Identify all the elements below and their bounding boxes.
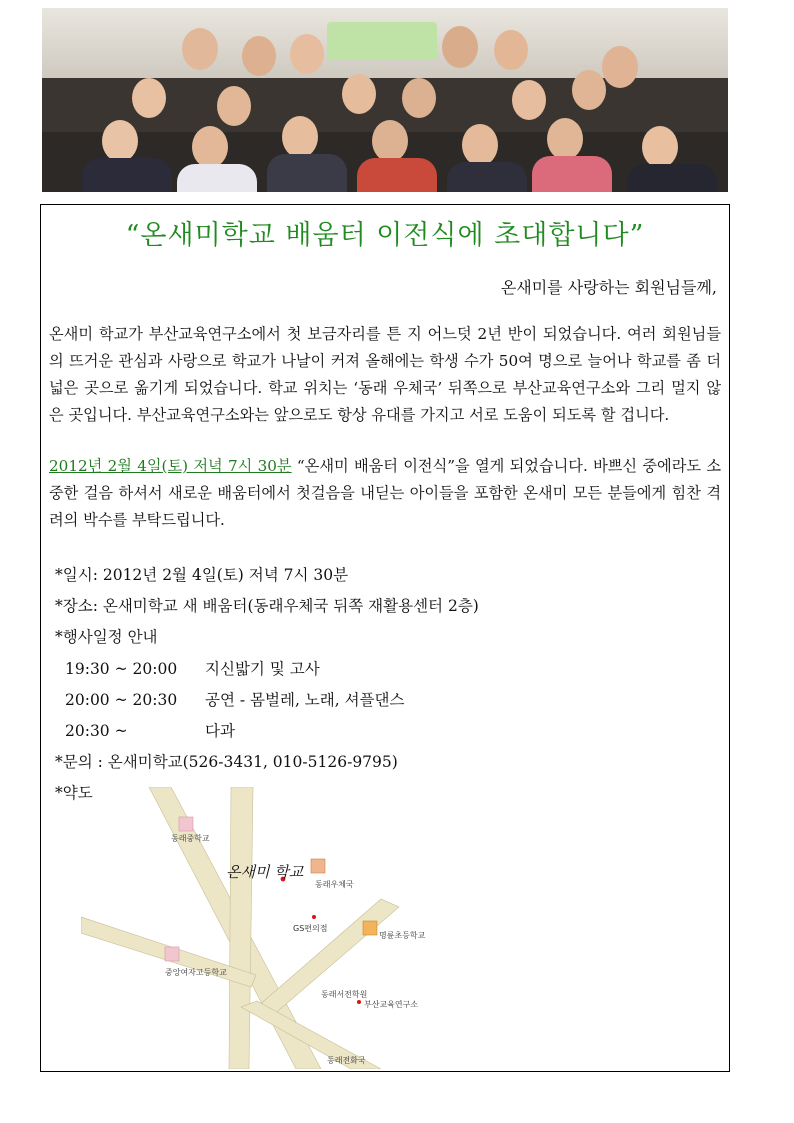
group-photo <box>42 8 728 192</box>
invitation-box <box>40 204 730 1072</box>
paragraph-invite-text: “온새미 배움터 이전식”을 열게 되었습니다. 바쁘신 중에라도 소중한 걸음 하셔서 새로운 배움터에서 첫걸음을 내딛는 아이들을 포함한 온새미 모든 분들에게 힘찬 격려의 박수를 부탁드립니다. <box>49 457 721 529</box>
photo-person <box>217 86 251 126</box>
photo-person <box>402 78 436 118</box>
photo-body <box>627 164 717 192</box>
photo-person <box>512 80 546 120</box>
schedule-event: 공연 - 몸벌레, 노래, 셔플댄스 <box>205 691 405 709</box>
map-label-academy: 동래서전학원 <box>321 990 368 999</box>
building-post-office <box>311 859 325 873</box>
photo-person <box>290 34 324 74</box>
map-label-jungang-girls: 중앙여자고등학교 <box>165 968 227 977</box>
event-datetime-highlight: 2012년 2월 4일(토) 저녁 7시 30분 <box>49 457 292 475</box>
invitation-title: “온새미학교 배움터 이전식에 초대합니다” <box>125 220 645 251</box>
paragraph-invite <box>49 453 721 534</box>
schedule-time: 20:30 ~ <box>65 722 128 740</box>
photo-person <box>602 46 638 88</box>
map-label-telecom: 동래전화국 <box>327 1056 366 1065</box>
schedule-event: 지신밟기 및 고사 <box>205 660 320 678</box>
photo-person <box>547 118 583 160</box>
photo-person <box>342 74 376 114</box>
building-myeongryun <box>363 921 377 935</box>
photo-person <box>282 116 318 158</box>
photo-body <box>267 154 347 192</box>
map-label-busan-institute: 부산교육연구소 <box>364 1000 419 1009</box>
map-roads <box>81 787 461 1069</box>
info-place: *장소: 온새미학교 새 배움터(동래우체국 뒤쪽 재활용센터 2층) <box>55 597 479 615</box>
photo-person <box>102 120 138 162</box>
photo-banner <box>327 22 437 60</box>
marker-institute <box>357 1000 361 1004</box>
info-date: *일시: 2012년 2월 4일(토) 저녁 7시 30분 <box>55 566 349 584</box>
location-map <box>81 787 461 1069</box>
schedule-time: 19:30 ~ 20:00 <box>65 660 178 678</box>
building-jungang-girls <box>165 947 179 961</box>
photo-body <box>177 164 257 192</box>
building-dongnae-middle <box>179 817 193 831</box>
photo-person <box>192 126 228 168</box>
paragraph-intro: 온새미 학교가 부산교육연구소에서 첫 보금자리를 튼 지 어느덧 2년 반이 되었습니다. 여러 회원님들의 뜨거운 관심과 사랑으로 학교가 나날이 커져 올해에는 학생 수가 50여 명으로 늘어나 학교를 좀 더 넓은 곳으로 옮기게 되었습니다. 학교 위치는 ‘동래 우체국’ 뒤쪽으로 부산교육연구소와 그리 멀지 않은 곳입니다. 부산교육연구소와는 앞으로도 항상 유대를 가지고 서로 도움이 되도록 할 겁니다. <box>49 325 721 424</box>
schedule-item <box>65 688 405 710</box>
schedule-time: 20:00 ~ 20:30 <box>65 691 178 709</box>
schedule-item <box>65 719 235 741</box>
map-label-post-office: 동래우체국 <box>315 880 354 889</box>
photo-body <box>82 158 172 192</box>
photo-person <box>182 28 218 70</box>
photo-body <box>532 156 612 192</box>
map-label-dongnae-middle: 동래중학교 <box>171 834 210 843</box>
marker-gs <box>312 915 316 919</box>
greeting: 온새미를 사랑하는 회원님들께, <box>500 278 717 297</box>
photo-person <box>572 70 606 110</box>
map-label-myeongryun: 명륜초등학교 <box>379 931 426 940</box>
photo-person <box>372 120 408 162</box>
photo-person <box>642 126 678 168</box>
map-label-gs-store: GS편의점 <box>293 924 328 933</box>
info-contact: *문의 : 온새미학교(526-3431, 010-5126-9795) <box>55 753 398 771</box>
schedule-item <box>65 657 320 679</box>
photo-person <box>462 124 498 166</box>
info-schedule-title: *행사일정 안내 <box>55 628 158 646</box>
map-label-onsaemi-school: 온새미 학교 <box>226 863 304 881</box>
photo-person <box>494 30 528 70</box>
info-map-title: *약도 <box>55 784 93 802</box>
photo-body <box>357 158 437 192</box>
schedule-event: 다과 <box>205 722 235 740</box>
photo-person <box>242 36 276 76</box>
photo-person <box>442 26 478 68</box>
photo-person <box>132 78 166 118</box>
road-vertical <box>229 787 253 1069</box>
photo-body <box>447 162 527 192</box>
